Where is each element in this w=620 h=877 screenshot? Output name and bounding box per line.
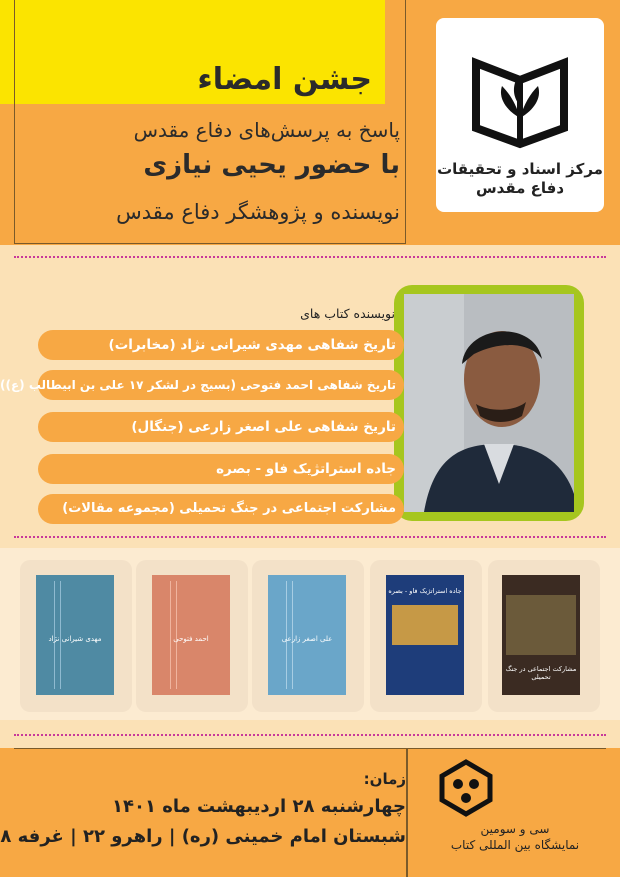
book-cover-4 — [386, 575, 464, 695]
book-fair-edition: سی و سومین — [480, 822, 550, 836]
author-portrait-icon — [404, 294, 574, 512]
book-title-1: تاریخ شفاهی مهدی شیرانی نژاد (مخابرات) — [38, 330, 404, 360]
book-cover-3-text: علی اصغر زارعی — [281, 635, 333, 643]
time-label: زمان: — [363, 770, 406, 788]
book-fair-logo-icon — [436, 758, 496, 818]
divider-dots-top — [14, 256, 606, 258]
subtitle-line-1: پاسخ به پرسش‌های دفاع مقدس — [133, 118, 400, 142]
book-cover-1 — [36, 575, 114, 695]
book-cover-5 — [502, 575, 580, 695]
book-cover-2 — [152, 575, 230, 695]
divider-dots-middle — [14, 536, 606, 538]
divider-dots-bottom — [14, 734, 606, 736]
organization-name-line-1: مرکز اسناد و تحقیقات — [437, 160, 603, 178]
book-title-3: تاریخ شفاهی علی اصغر زارعی (جنگال) — [38, 412, 404, 442]
book-title-2: تاریخ شفاهی احمد فتوحی (بسیج در لشکر ۱۷ علی بن ابیطالب (ع)) — [38, 370, 404, 400]
subtitle-line-3: نویسنده و پژوهشگر دفاع مقدس — [116, 200, 400, 224]
organization-name — [436, 160, 604, 198]
books-label: نویسنده کتاب های — [300, 306, 395, 321]
book-tree-logo-icon — [436, 18, 604, 158]
book-cover-1-text: مهدی شیرانی نژاد — [48, 635, 102, 643]
organization-name-line-2: دفاع مقدس — [475, 179, 565, 197]
subtitle-line-2: با حضور یحیی نیازی — [143, 150, 400, 180]
book-fair-logo — [436, 758, 496, 818]
book-title-4: جاده استراتژیک فاو - بصره — [38, 454, 404, 484]
book-fair-name: نمایشگاه بین المللی کتاب — [450, 838, 580, 852]
event-date: چهارشنبه ۲۸ اردیبهشت ماه ۱۴۰۱ — [112, 796, 406, 817]
book-title-5: مشارکت اجتماعی در جنگ تحمیلی (مجموعه مقالات) — [38, 494, 404, 524]
event-place: شبستان امام خمینی (ره) | راهرو ۲۲ | غرفه ۸ — [0, 826, 406, 847]
book-cover-3 — [268, 575, 346, 695]
book-cover-2-text: احمد فتوحی — [173, 635, 209, 643]
event-title: جشن امضاء — [197, 62, 372, 97]
book-cover-4-text: جاده استراتژیک فاو - بصره — [388, 587, 462, 595]
footer-divider — [406, 748, 408, 877]
author-photo — [404, 294, 574, 512]
book-cover-5-text: مشارکت اجتماعی در جنگ تحمیلی — [505, 665, 577, 681]
